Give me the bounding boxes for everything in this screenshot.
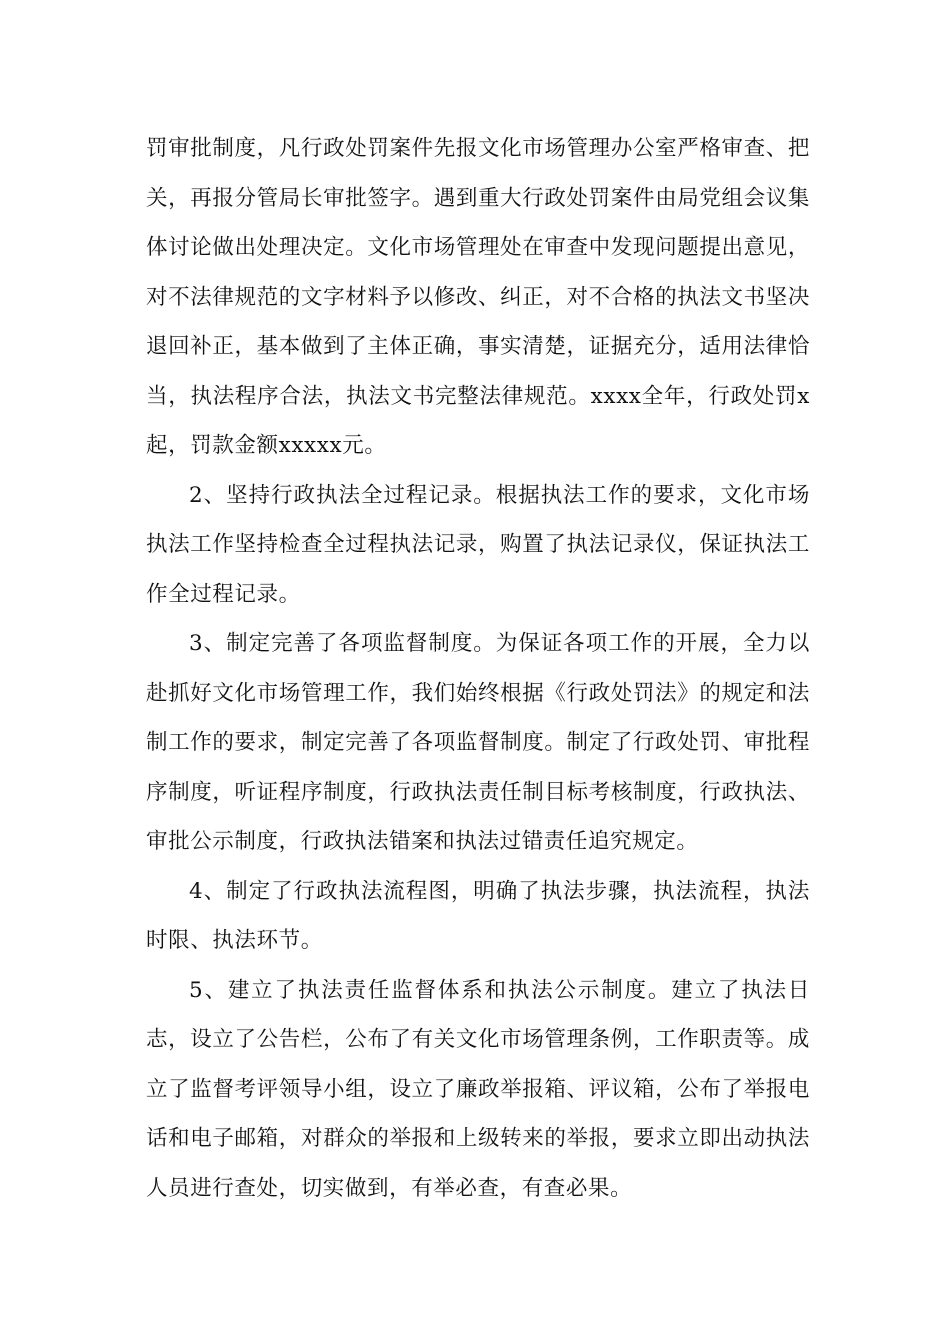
paragraph-responsibility-publicity: 5、建立了执法责任监督体系和执法公示制度。建立了执法日志，设立了公告栏，公布了有关文化市场管理条例，工作职责等。成立了监督考评领导小组，设立了廉政举报箱、评议箱，公布了举报电话和电子邮箱，对群众的举报和上级转来的举报，要求立即出动执法人员进行查处，切实做到，有举必查，有查必果。 bbox=[146, 977, 810, 1201]
paragraph-approval-system: 罚审批制度，凡行政处罚案件先报文化市场管理办公室严格审查、把关，再报分管局长审批签字。遇到重大行政处罚案件由局党组会议集体讨论做出处理决定。文化市场管理处在审查中发现问题提出意见，对不法律规范的文字材料予以修改、纠正，对不合格的执法文书坚决退回补正，基本做到了主体正确，事实清楚，证据充分，适用法律恰当，执法程序合法，执法文书完整法律规范。xxxx全年，行政处罚x起，罚款金额xxxxx元。 bbox=[146, 136, 810, 458]
document-page bbox=[146, 124, 810, 1213]
paragraph-enforcement-recording: 2、坚持行政执法全过程记录。根据执法工作的要求，文化市场执法工作坚持检查全过程执法记录，购置了执法记录仪，保证执法工作全过程记录。 bbox=[146, 482, 810, 607]
paragraph-supervision-systems: 3、制定完善了各项监督制度。为保证各项工作的开展，全力以赴抓好文化市场管理工作，我们始终根据《行政处罚法》的规定和法制工作的要求，制定完善了各项监督制度。制定了行政处罚、审批程序制度，听证程序制度，行政执法责任制目标考核制度，行政执法、审批公示制度，行政执法错案和执法过错责任追究规定。 bbox=[146, 631, 810, 854]
paragraph-enforcement-flowchart: 4、制定了行政执法流程图，明确了执法步骤，执法流程，执法时限、执法环节。 bbox=[146, 878, 810, 953]
